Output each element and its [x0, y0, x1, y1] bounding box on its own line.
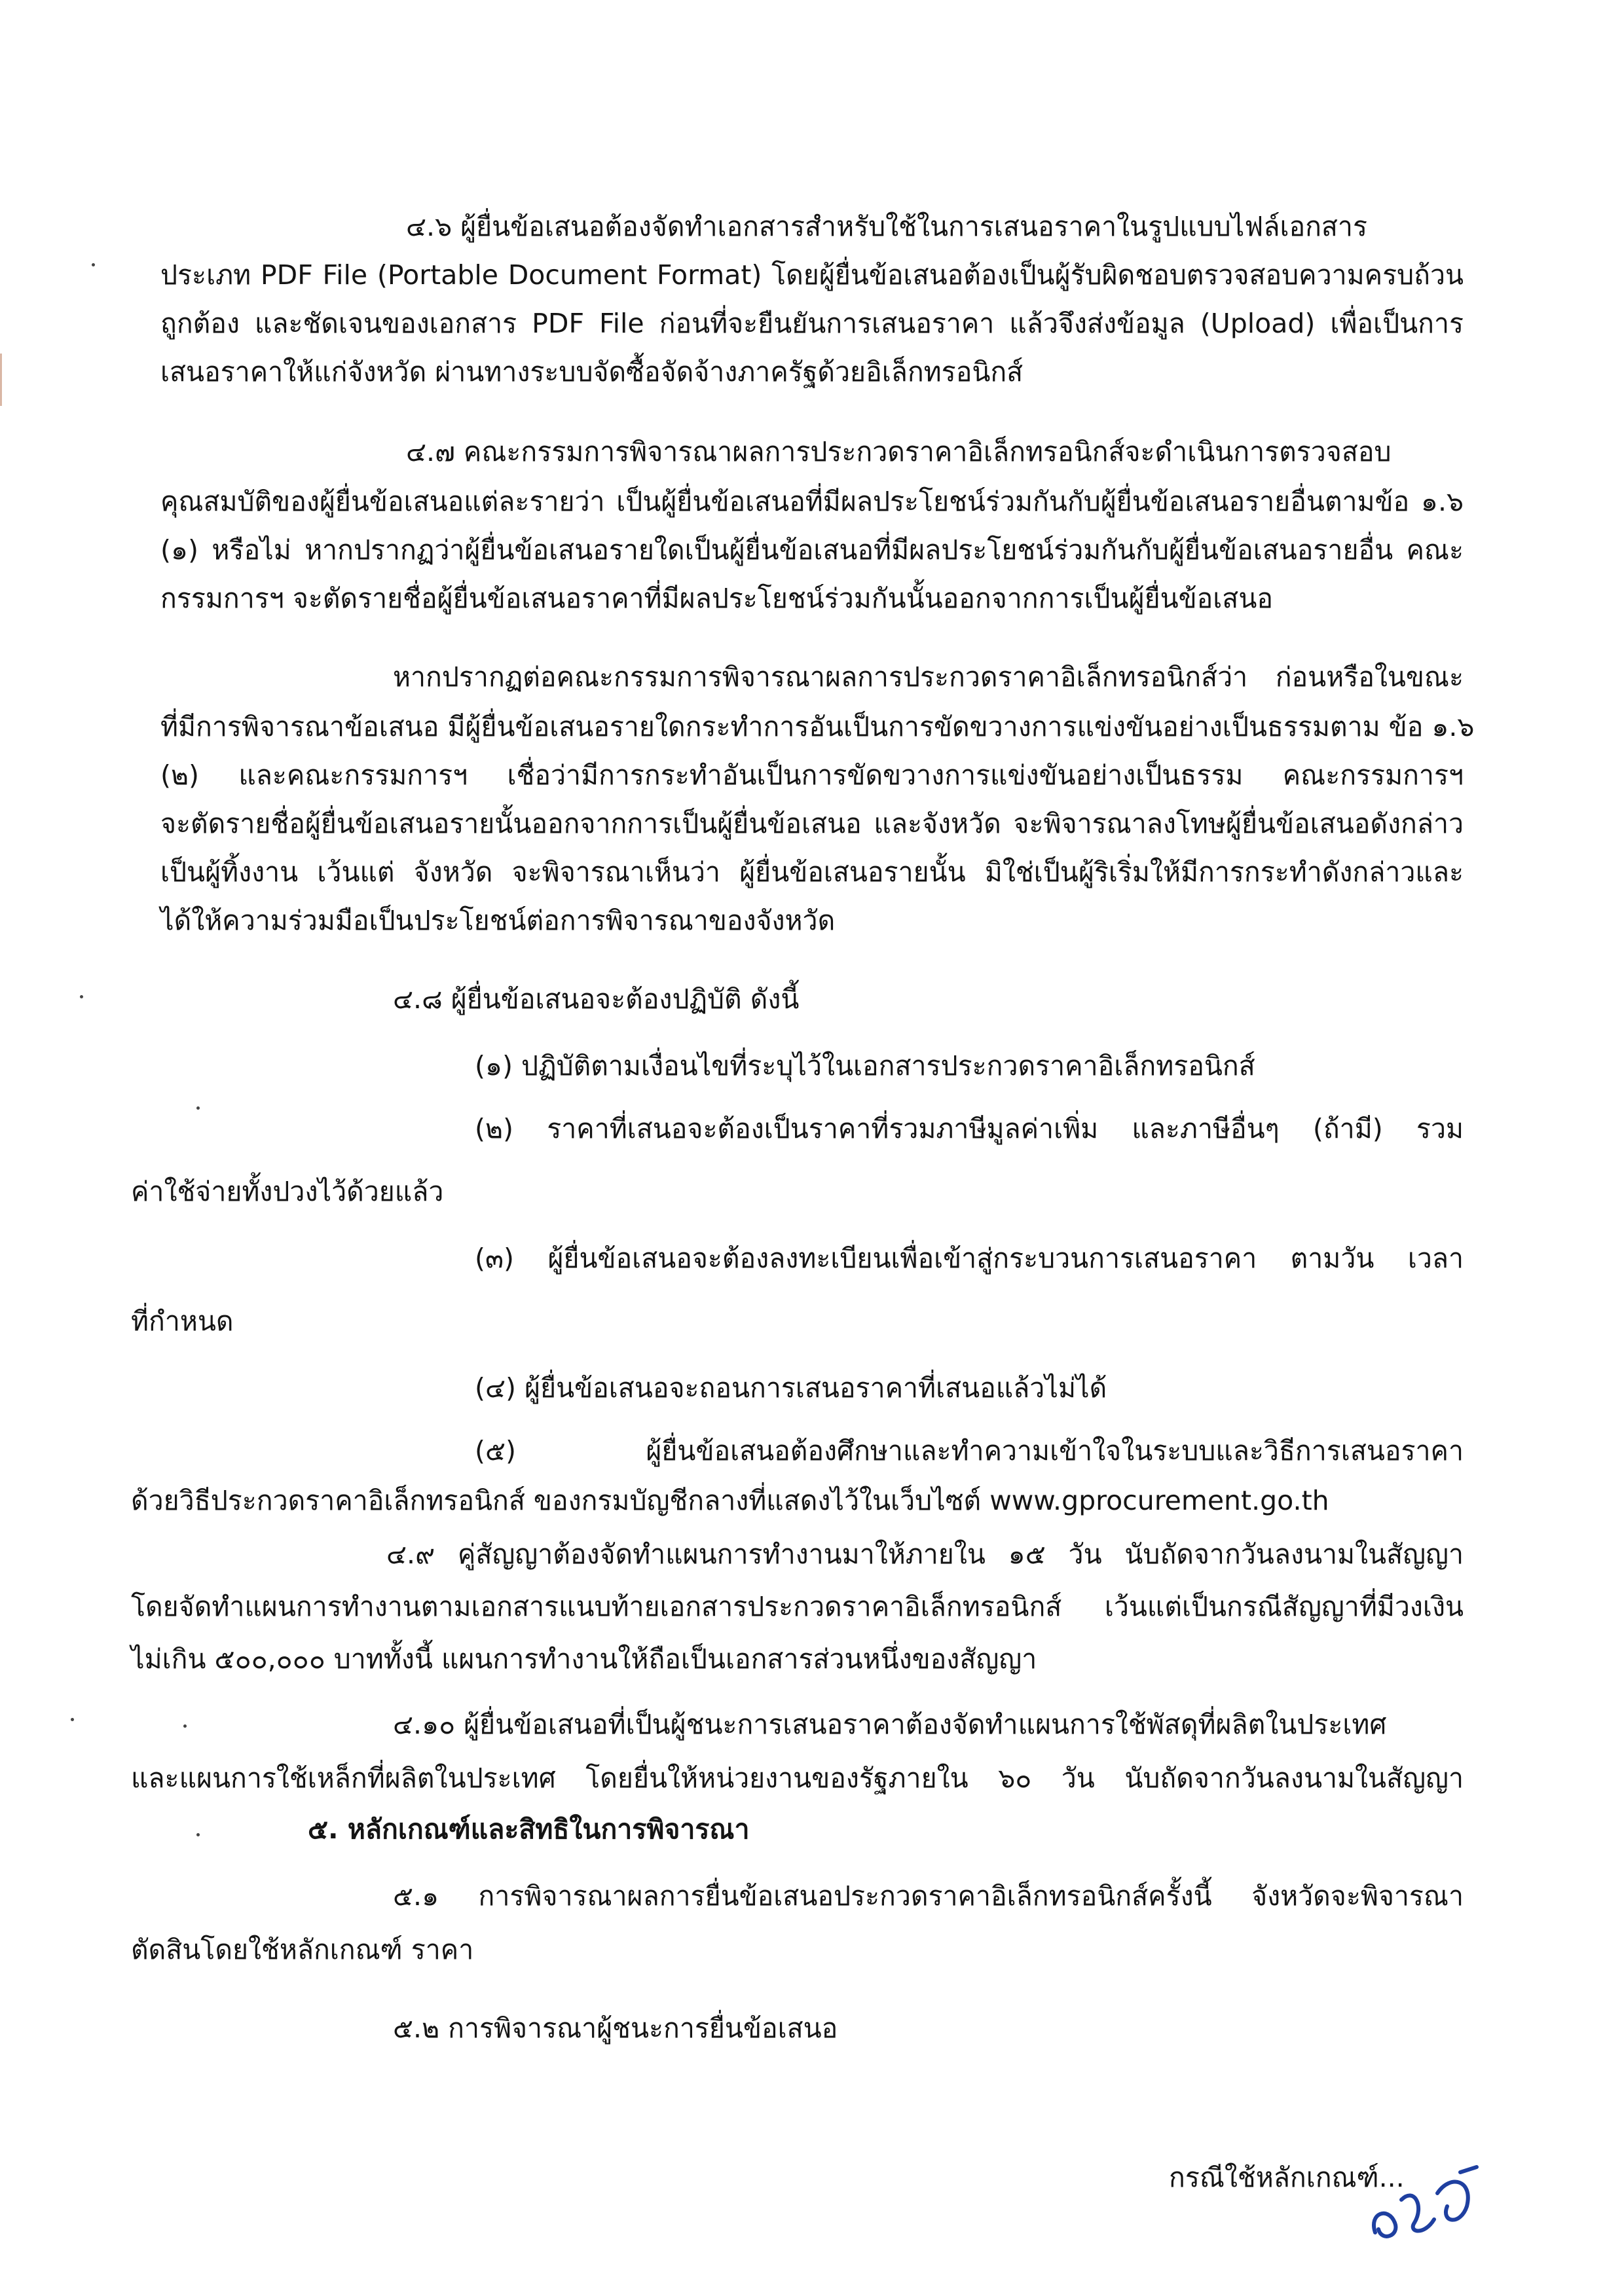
para-4-8-item-4: (๔) ผู้ยื่นข้อเสนอจะถอนการเสนอราคาที่เสนอแล้วไม่ได้: [475, 1372, 1107, 1404]
para-4-6-line-3: ถูกต้อง และชัดเจนของเอกสาร PDF File ก่อนที่จะยืนยันการเสนอราคา แล้วจึงส่งข้อมูล (Upload) เพื่อเป็นการ: [160, 308, 1464, 339]
para-4-7-line-2: คุณสมบัติของผู้ยื่นข้อเสนอแต่ละรายว่า เป็นผู้ยื่นข้อเสนอที่มีผลประโยชน์ร่วมกันกับผู้ยื่นข้อเสนอรายอื่นตามข้อ ๑.๖: [160, 486, 1464, 517]
para-4-8-item-3-line-1: (๓) ผู้ยื่นข้อเสนอจะต้องลงทะเบียนเพื่อเข้าสู่กระบวนการเสนอราคา ตามวัน เวลา: [475, 1243, 1464, 1274]
scan-speck-6: [196, 1833, 200, 1836]
para-4-8-item-3-line-2: ที่กำหนด: [131, 1305, 234, 1337]
signature-initials: [1362, 2160, 1493, 2252]
scan-speck-5: [183, 1724, 187, 1728]
para-4-7b-line-5: เป็นผู้ทิ้งงาน เว้นแต่ จังหวัด จะพิจารณาเห็นว่า ผู้ยื่นข้อเสนอรายนั้น มิใช่เป็นผู้ริเริ่มให้มีการกระทำดังกล่าวและ: [160, 856, 1464, 888]
scan-speck-2: [80, 995, 83, 998]
para-4-9-line-3: ไม่เกิน ๕๐๐,๐๐๐ บาททั้งนี้ แผนการทำงานให้ถือเป็นเอกสารส่วนหนึ่งของสัญญา: [131, 1643, 1037, 1675]
para-4-9-line-1: ๔.๙ คู่สัญญาต้องจัดทำแผนการทำงานมาให้ภายใน ๑๕ วัน นับถัดจากวันลงนามในสัญญา: [386, 1539, 1464, 1570]
para-4-10-line-1: ๔.๑๐ ผู้ยื่นข้อเสนอที่เป็นผู้ชนะการเสนอราคาต้องจัดทำแผนการใช้พัสดุที่ผลิตในประเทศ: [393, 1709, 1387, 1740]
para-4-7-line-4: กรรมการฯ จะตัดรายชื่อผู้ยื่นข้อเสนอราคาที่มีผลประโยชน์ร่วมกันนั้นออกจากการเป็นผู้ยื่นข้อเสนอ: [160, 583, 1273, 614]
para-5-1-line-1: ๕.๑ การพิจารณาผลการยื่นข้อเสนอประกวดราคาอิเล็กทรอนิกส์ครั้งนี้ จังหวัดจะพิจารณา: [393, 1880, 1464, 1912]
para-4-9-line-2: โดยจัดทำแผนการทำงานตามเอกสารแนบท้ายเอกสารประกวดราคาอิเล็กทรอนิกส์ เว้นแต่เป็นกรณีสัญญาที่มีวงเงิน: [131, 1591, 1464, 1622]
para-4-7b-line-4: จะตัดรายชื่อผู้ยื่นข้อเสนอรายนั้นออกจากการเป็นผู้ยื่นข้อเสนอ และจังหวัด จะพิจารณาลงโทษผู้ยื่นข้อเสนอดังกล่าว: [160, 808, 1464, 839]
scan-speck-4: [71, 1718, 74, 1721]
para-4-10-line-2: และแผนการใช้เหล็กที่ผลิตในประเทศ โดยยื่นให้หน่วยงานของรัฐภายใน ๖๐ วัน นับถัดจากวันลงนามในสัญญา: [131, 1762, 1464, 1794]
para-4-7b-line-3: (๒) และคณะกรรมการฯ เชื่อว่ามีการกระทำอันเป็นการขัดขวางการแข่งขันอย่างเป็นธรรม คณะกรรมการฯ: [160, 759, 1464, 791]
para-4-7b-line-2: ที่มีการพิจารณาข้อเสนอ มีผู้ยื่นข้อเสนอรายใดกระทำการอันเป็นการขัดขวางการแข่งขันอย่างเป็นธรรมตาม ข้อ ๑.๖: [160, 711, 1475, 742]
para-4-7b-line-6: ได้ให้ความร่วมมือเป็นประโยชน์ต่อการพิจารณาของจังหวัด: [160, 905, 836, 936]
para-5-2-heading: ๕.๒ การพิจารณาผู้ชนะการยื่นข้อเสนอ: [393, 2013, 838, 2044]
para-4-8-heading: ๔.๘ ผู้ยื่นข้อเสนอจะต้องปฏิบัติ ดังนี้: [393, 983, 800, 1015]
para-4-6-line-1: ๔.๖ ผู้ยื่นข้อเสนอต้องจัดทำเอกสารสำหรับใช้ในการเสนอราคาในรูปแบบไฟล์เอกสาร: [406, 211, 1367, 242]
para-4-8-item-5-line-2: ด้วยวิธีประกวดราคาอิเล็กทรอนิกส์ ของกรมบัญชีกลางที่แสดงไว้ในเว็บไซต์ www.gprocurement.go.th: [131, 1485, 1329, 1516]
para-4-7-line-3: (๑) หรือไม่ หากปรากฏว่าผู้ยื่นข้อเสนอรายใดเป็นผู้ยื่นข้อเสนอที่มีผลประโยชน์ร่วมกันกับผู้ยื่นข้อเสนอรายอื่น คณะ: [160, 534, 1464, 566]
para-4-8-item-2-line-1: (๒) ราคาที่เสนอจะต้องเป็นราคาที่รวมภาษีมูลค่าเพิ่ม และภาษีอื่นๆ (ถ้ามี) รวม: [475, 1113, 1464, 1144]
para-4-7b-line-1: หากปรากฏต่อคณะกรรมการพิจารณาผลการประกวดราคาอิเล็กทรอนิกส์ว่า ก่อนหรือในขณะ: [393, 661, 1464, 693]
scan-edge-mark: [0, 354, 2, 406]
section-5-heading: ๕. หลักเกณฑ์และสิทธิในการพิจารณา: [308, 1813, 750, 1845]
scan-speck-3: [196, 1106, 200, 1110]
para-5-1-line-2: ตัดสินโดยใช้หลักเกณฑ์ ราคา: [131, 1934, 474, 1965]
para-4-8-item-5-line-1: (๕) ผู้ยื่นข้อเสนอต้องศึกษาและทำความเข้าใจในระบบและวิธีการเสนอราคา: [475, 1435, 1464, 1467]
scan-speck-1: [92, 263, 95, 266]
para-4-6-line-4: เสนอราคาให้แก่จังหวัด ผ่านทางระบบจัดซื้อจัดจ้างภาครัฐด้วยอิเล็กทรอนิกส์: [160, 356, 1024, 388]
continuation-note: กรณีใช้หลักเกณฑ์...: [1169, 2162, 1405, 2193]
para-4-8-item-2-line-2: ค่าใช้จ่ายทั้งปวงไว้ด้วยแล้ว: [131, 1176, 444, 1207]
para-4-7-line-1: ๔.๗ คณะกรรมการพิจารณาผลการประกวดราคาอิเล็กทรอนิกส์จะดำเนินการตรวจสอบ: [406, 436, 1392, 467]
para-4-8-item-1: (๑) ปฏิบัติตามเงื่อนไขที่ระบุไว้ในเอกสารประกวดราคาอิเล็กทรอนิกส์: [475, 1050, 1255, 1082]
para-4-6-line-2: ประเภท PDF File (Portable Document Format) โดยผู้ยื่นข้อเสนอต้องเป็นผู้รับผิดชอบตรวจสอบความครบถ้วน: [160, 259, 1464, 291]
